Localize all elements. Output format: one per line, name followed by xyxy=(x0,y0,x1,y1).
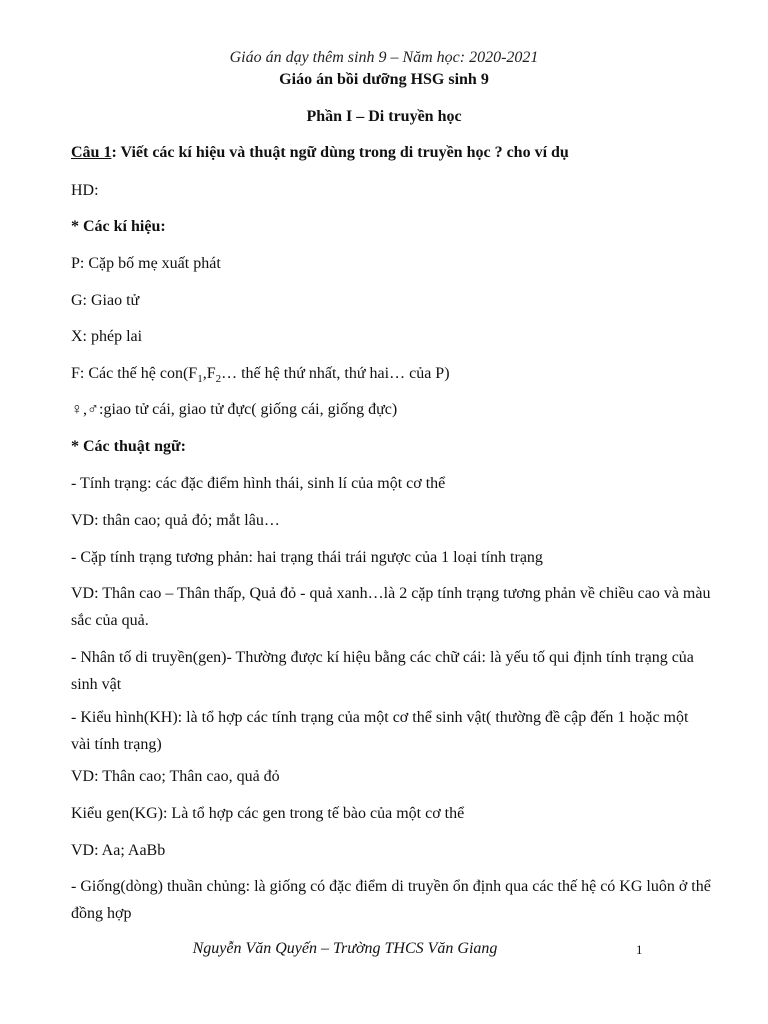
symbol-x: X: phép lai xyxy=(71,328,143,345)
page-number: 1 xyxy=(636,942,643,957)
term-gene: - Nhân tố di truyền(gen)- Thường được kí hiệu bằng các chữ cái: là yếu tố qui định tính trạng của sinh vật xyxy=(71,649,694,693)
term-trait: - Tính trạng: các đặc điểm hình thái, sinh lí của một cơ thể xyxy=(71,475,446,492)
symbol-gender: ♀,♂:giao tử cái, giao tử đực( giống cái, giống đực) xyxy=(71,401,398,418)
term-phenotype: - Kiểu hình(KH): là tổ hợp các tính trạng của một cơ thể sinh vật( thường đề cập đến 1 hoặc một vài tính trạng) xyxy=(71,709,689,753)
hd-label: HD: xyxy=(71,182,99,199)
symbol-p: P: Cặp bố mẹ xuất phát xyxy=(71,255,221,272)
symbol-f xyxy=(71,363,450,385)
symbol-f-prefix: F: Các thế hệ con(F xyxy=(71,365,198,382)
example-phenotype: VD: Thân cao; Thân cao, quả đỏ xyxy=(71,768,280,785)
part-heading: Phần I – Di truyền học xyxy=(306,108,462,125)
term-genotype: Kiểu gen(KG): Là tổ hợp các gen trong tế bào của một cơ thể xyxy=(71,805,465,822)
example-genotype: VD: Aa; AaBb xyxy=(71,842,166,859)
symbol-f-mid: ,F xyxy=(202,365,216,382)
question-label: Câu 1 xyxy=(71,144,112,161)
symbols-heading: * Các kí hiệu: xyxy=(71,218,166,235)
document-title: Giáo án bồi dưỡng HSG sinh 9 xyxy=(279,71,489,88)
footer-author: Nguyễn Văn Quyến – Trường THCS Văn Giang xyxy=(192,940,498,957)
term-contrast: - Cặp tính trạng tương phản: hai trạng thái trái ngược của 1 loại tính trạng xyxy=(71,549,543,566)
document-subtitle: Giáo án dạy thêm sinh 9 – Năm học: 2020-2021 xyxy=(229,49,539,66)
example-contrast: VD: Thân cao – Thân thấp, Quả đỏ - quả xanh…là 2 cặp tính trạng tương phản về chiều cao và màu sắc của quả. xyxy=(71,585,711,629)
symbol-f-sub1: 1 xyxy=(197,373,203,386)
example-trait: VD: thân cao; quả đỏ; mắt lâu… xyxy=(71,512,280,529)
symbol-f-suffix: … thế hệ thứ nhất, thứ hai… của P) xyxy=(221,365,450,382)
term-pure-breed: - Giống(dòng) thuần chủng: là giống có đặc điểm di truyền ổn định qua các thế hệ có KG luôn ở thể đồng hợp xyxy=(71,878,711,922)
terms-heading: * Các thuật ngữ: xyxy=(71,438,186,455)
symbol-g: G: Giao tử xyxy=(71,292,140,309)
question-heading xyxy=(71,142,569,164)
question-text: : Viết các kí hiệu và thuật ngữ dùng trong di truyền học ? cho ví dụ xyxy=(111,144,569,161)
symbol-f-sub2: 2 xyxy=(215,373,222,386)
